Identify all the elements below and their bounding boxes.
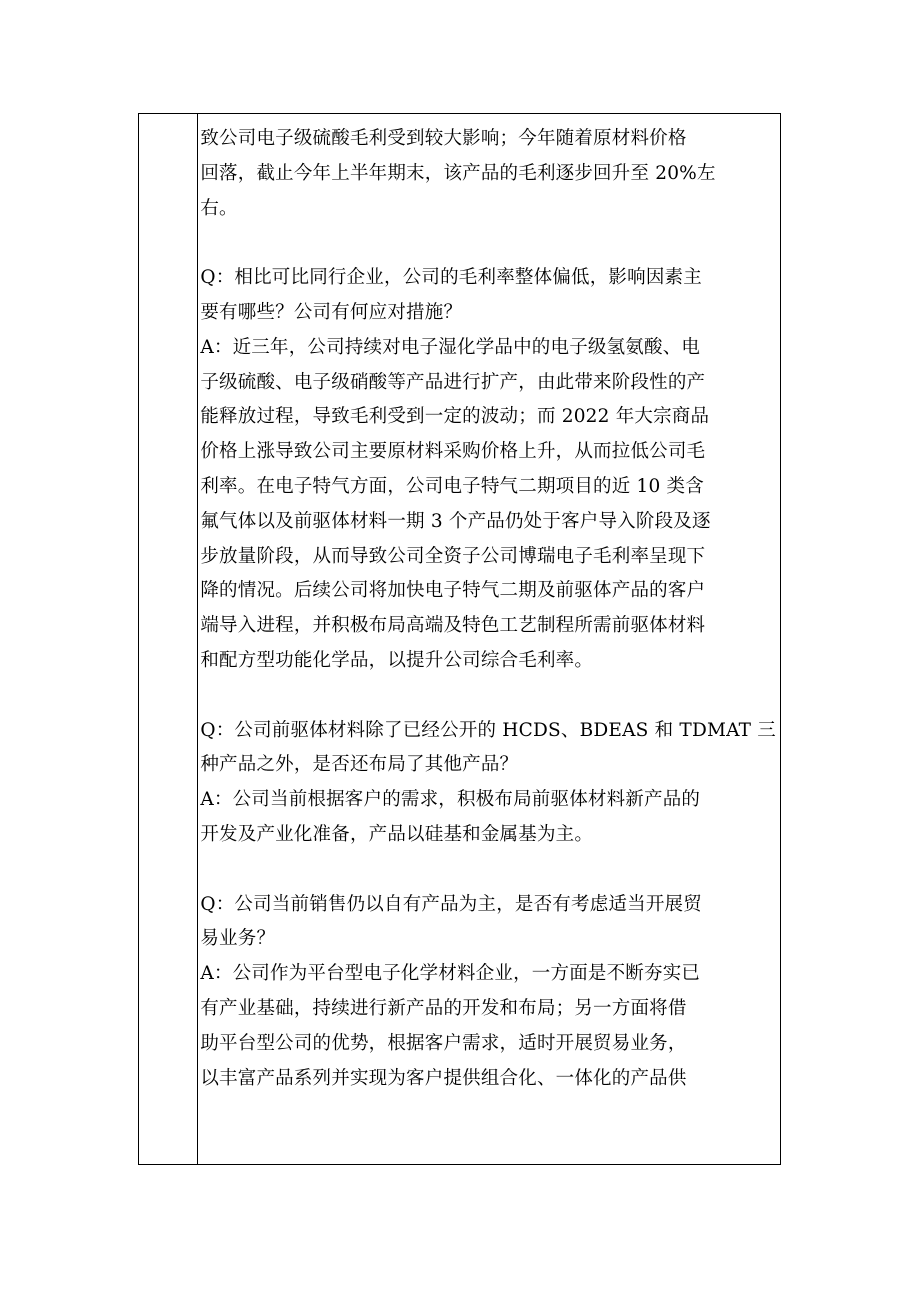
question-line: 种产品之外，是否还布局了其他产品？ <box>200 754 519 776</box>
text-line: 右。 <box>200 197 238 219</box>
answer-line: A：公司作为平台型电子化学材料企业，一方面是不断夯实已 <box>200 963 701 985</box>
text-line: 致公司电子级硫酸毛利受到较大影响；今年随着原材料价格 <box>200 128 687 149</box>
question-line: Q：公司前驱体材料除了已经公开的 HCDS、BDEAS 和 TDMAT 三 <box>200 719 776 741</box>
answer-line: 价格上涨导致公司主要原材料采购价格上升，从而拉低公司毛 <box>200 441 706 463</box>
answer-line: 利率。在电子特气方面，公司电子特气二期项目的近 10 类含 <box>200 475 704 497</box>
answer-line: 助平台型公司的优势，根据客户需求，适时开展贸易业务， <box>200 1032 687 1054</box>
blank-line <box>200 226 776 261</box>
question-line: Q：相比可比同行企业，公司的毛利率整体偏低，影响因素主 <box>200 267 702 289</box>
blank-line <box>200 853 776 888</box>
qa-text-cell <box>198 114 780 1164</box>
answer-line: A：近三年，公司持续对电子湿化学品中的电子级氢氨酸、电 <box>200 336 701 358</box>
answer-line: 有产业基础，持续进行新产品的开发和布局；另一方面将借 <box>200 997 687 1019</box>
answer-line: A：公司当前根据客户的需求，积极布局前驱体材料新产品的 <box>200 789 701 811</box>
answer-line: 子级硫酸、电子级硝酸等产品进行扩产，由此带来阶段性的产 <box>200 371 706 393</box>
question-line: Q：公司当前销售仍以自有产品为主，是否有考虑适当开展贸 <box>200 893 702 915</box>
answer-line: 以丰富产品系列并实现为客户提供组合化、一体化的产品供 <box>200 1067 687 1089</box>
answer-line: 开发及产业化准备，产品以硅基和金属基为主。 <box>200 823 594 845</box>
answer-line: 和配方型功能化学品，以提升公司综合毛利率。 <box>200 649 594 671</box>
text-line: 回落，截止今年上半年期末，该产品的毛利逐步回升至 20%左 <box>200 162 716 184</box>
left-column-cell <box>139 114 198 1164</box>
blank-line <box>200 679 776 714</box>
answer-line: 能释放过程，导致毛利受到一定的波动；而 2022 年大宗商品 <box>200 406 710 428</box>
question-line: 易业务？ <box>200 928 276 950</box>
content-table <box>138 113 781 1165</box>
answer-line: 端导入进程，并积极布局高端及特色工艺制程所需前驱体材料 <box>200 615 706 637</box>
question-line: 要有哪些？公司有何应对措施？ <box>200 301 463 323</box>
answer-line: 步放量阶段，从而导致公司全资子公司博瑞电子毛利率呈现下 <box>200 545 706 567</box>
answer-line: 氟气体以及前驱体材料一期 3 个产品仍处于客户导入阶段及逐 <box>200 510 711 532</box>
answer-line: 降的情况。后续公司将加快电子特气二期及前驱体产品的客户 <box>200 580 706 602</box>
